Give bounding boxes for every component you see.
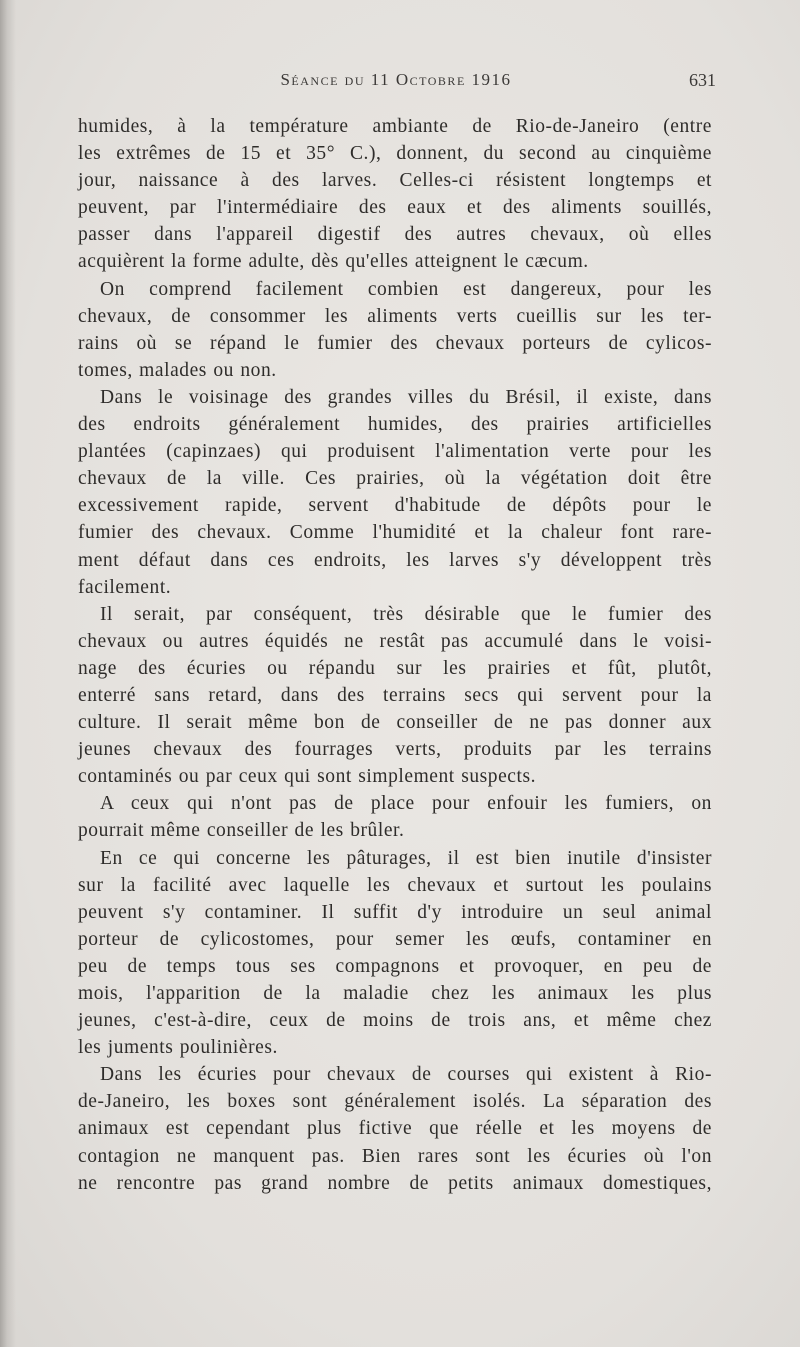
- text-line: jeunes chevaux des fourrages verts, produits par les terrains: [78, 739, 712, 761]
- text-line: jeunes, c'est-à-dire, ceux de moins de trois ans, et même chez: [78, 1010, 712, 1032]
- body-text: [78, 113, 712, 1197]
- text-line: nage des écuries ou répandu sur les prairies et fût, plutôt,: [78, 657, 712, 679]
- text-line: chevaux ou autres équidés ne restât pas accumulé dans le voisi-: [78, 630, 712, 652]
- text-line: En ce qui concerne les pâturages, il est bien inutile d'insister: [100, 847, 712, 869]
- text-line: facilement.: [78, 576, 172, 598]
- text-line: peuvent s'y contaminer. Il suffit d'y introduire un seul animal: [78, 901, 712, 923]
- text-line: peuvent, par l'intermédiaire des eaux et des aliments souillés,: [78, 197, 712, 219]
- text-line: A ceux qui n'ont pas de place pour enfouir les fumiers, on: [100, 793, 712, 815]
- text-line: jour, naissance à des larves. Celles-ci résistent longtemps et: [78, 170, 712, 192]
- page-title: Séance du 11 Octobre 1916: [280, 70, 512, 89]
- paragraph-2: [78, 276, 712, 384]
- text-line: chevaux, de consommer les aliments verts cueillis sur les ter-: [78, 305, 712, 327]
- text-line: tomes, malades ou non.: [78, 359, 277, 381]
- text-line: mois, l'apparition de la maladie chez les animaux les plus: [78, 983, 712, 1004]
- text-line: contaminés ou par ceux qui sont simplement suspects.: [78, 766, 537, 788]
- text-line: animaux est cependant plus fictive que réelle et les moyens de: [78, 1118, 712, 1140]
- binding-shadow: [0, 0, 16, 1347]
- page-number: 631: [689, 70, 716, 90]
- text-line: fumier des chevaux. Comme l'humidité et la chaleur font rare-: [78, 522, 712, 544]
- text-line: de-Janeiro, les boxes sont généralement isolés. La séparation des: [78, 1091, 712, 1113]
- text-line: rains où se répand le fumier des chevaux porteurs de cylicos-: [78, 332, 712, 354]
- text-line: les extrêmes de 15 et 35° C.), donnent, du second au cinquième: [78, 143, 712, 165]
- text-line: chevaux de la ville. Ces prairies, où la végétation doit être: [78, 468, 712, 490]
- running-head: [78, 70, 714, 96]
- text-line: les juments poulinières.: [78, 1037, 278, 1059]
- text-line: Dans les écuries pour chevaux de courses qui existent à Rio-: [100, 1064, 712, 1086]
- text-line: On comprend facilement combien est dangereux, pour les: [100, 278, 712, 300]
- paragraph-3: [78, 384, 712, 601]
- text-line: ne rencontre pas grand nombre de petits animaux domestiques,: [78, 1172, 712, 1194]
- paragraph-6: [78, 845, 712, 1062]
- text-line: ment défaut dans ces endroits, les larves s'y développent très: [78, 549, 712, 571]
- text-line: peu de temps tous ses compagnons et provoquer, en peu de: [78, 955, 712, 977]
- text-line: passer dans l'appareil digestif des autres chevaux, où elles: [78, 224, 712, 246]
- paragraph-5: [78, 790, 712, 844]
- text-line: porteur de cylicostomes, pour semer les œufs, contaminer en: [78, 928, 712, 950]
- text-line: acquièrent la forme adulte, dès qu'elles atteignent le cæcum.: [78, 251, 589, 273]
- text-line: Dans le voisinage des grandes villes du Brésil, il existe, dans: [100, 386, 712, 408]
- text-line: Il serait, par conséquent, très désirable que le fumier des: [100, 603, 712, 625]
- text-line: excessivement rapide, servent d'habitude de dépôts pour le: [78, 495, 712, 517]
- paragraph-1: [78, 113, 712, 276]
- text-line: plantées (capinzaes) qui produisent l'alimentation verte pour les: [78, 441, 712, 463]
- text-line: des endroits généralement humides, des prairies artificielles: [78, 414, 712, 436]
- text-line: enterré sans retard, dans des terrains secs qui servent pour la: [78, 684, 712, 706]
- text-line: sur la facilité avec laquelle les chevaux et surtout les poulains: [78, 874, 712, 896]
- paragraph-4: [78, 601, 712, 791]
- text-line: pourrait même conseiller de les brûler.: [78, 820, 405, 842]
- text-line: contagion ne manquent pas. Bien rares sont les écuries où l'on: [78, 1145, 712, 1167]
- text-line: humides, à la température ambiante de Rio-de-Janeiro (entre: [78, 116, 712, 137]
- paragraph-7: [78, 1061, 712, 1196]
- text-line: culture. Il serait même bon de conseiller de ne pas donner aux: [78, 712, 712, 734]
